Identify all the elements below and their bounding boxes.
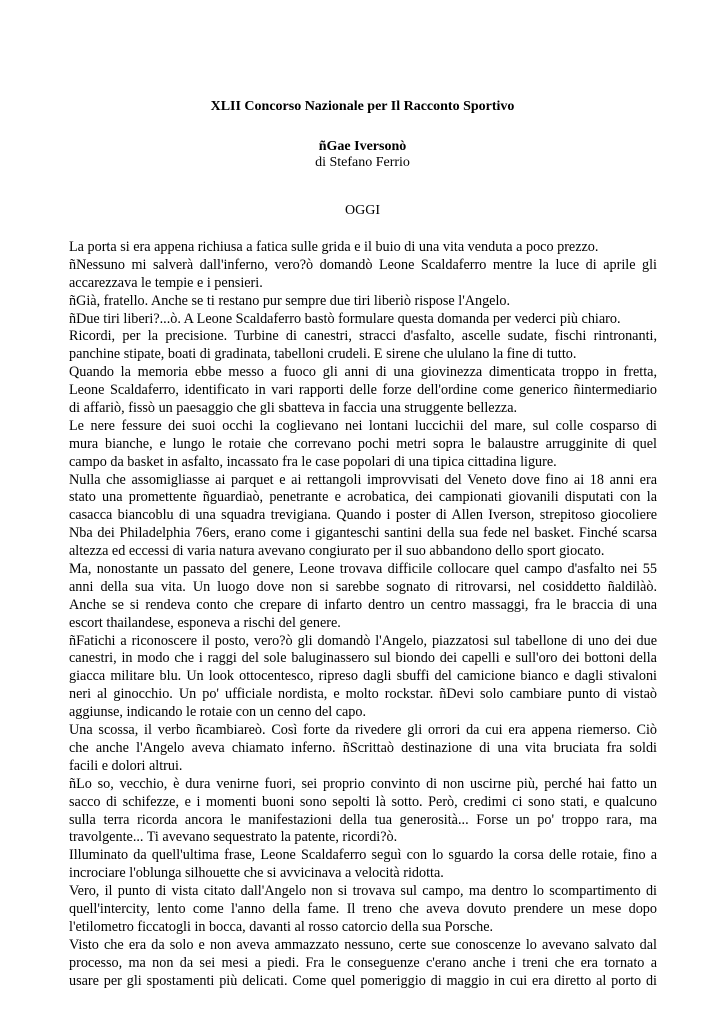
text-line: Ricordi, per la precisione. Turbine di canestri, stracci d'asfalto, ascelle sudate, fischi rintronanti, [69, 328, 657, 345]
text-line: panchine stipate, boati di gradinata, tabelloni crudeli. E sirene che ululano la fine di tutto. [69, 346, 577, 363]
text-line: accarezzava le tempie e i pensieri. [69, 274, 263, 291]
text-line: quell'intercity, lento come l'anno della fame. Il treno che aveva dovuto prendere un mese dopo [69, 900, 657, 917]
text-line: neri al ginocchio. Un po' ufficiale nordista, e molto rockstar. ñDevi solo cambiare punto di vistaò [69, 686, 657, 703]
text-line: casacca biancoblu di una squadra trevigiana. Quando i poster di Allen Iverson, strepitoso giocoliere [69, 507, 657, 524]
text-line: anni della sua vita. Un luogo dove non si sarebbe sognato di ritrovarsi, nel cosiddetto ñaldilàò. [69, 578, 657, 595]
text-line: facili e dolori altrui. [69, 757, 183, 774]
text-line: escort thailandese, esponeva a rischi del genere. [69, 614, 341, 631]
text-line: Le nere fessure dei suoi occhi la coglievano nei lontani luccichii del mare, sul colle cosparso di [69, 417, 657, 434]
text-line: Illuminato da quell'ultima frase, Leone Scaldaferro seguì con lo sguardo la corsa delle rotaie, fino a [69, 847, 657, 864]
story-title: ñGae Iversonò [318, 139, 407, 154]
text-line: aggiunse, indicando le rotaie con un cenno del capo. [69, 704, 367, 721]
text-line: Leone Scaldaferro, identificato in vari rapporti delle forze dell'ordine come generico ñintermediario [69, 382, 657, 399]
section-heading: OGGI [345, 203, 380, 218]
text-line: Nba dei Philadelphia 76ers, erano come i giganteschi santini della sua fede nel basket. Finché scarsa [69, 525, 657, 542]
text-line: Visto che era da solo e non aveva ammazzato nessuno, certe sue conoscenze lo avevano salvato dal [69, 936, 657, 953]
text-line: sacco di schifezze, e i momenti buoni sono sepolti là sotto. Però, credimi ci sono stati, e qualcuno [69, 793, 657, 810]
text-line: incrociare l'oblunga silhouette che si avvicinava a velocità ridotta. [69, 865, 444, 882]
text-line: processo, ma non da sei mesi a piedi. Fra le conseguenze c'erano anche i treni che era tornato a [69, 954, 657, 971]
text-line: ñLo so, vecchio, è dura venirne fuori, sei proprio convinto di non uscirne più, perché hai fatto un [69, 775, 657, 792]
contest-title: XLII Concorso Nazionale per Il Racconto Sportivo [210, 99, 515, 114]
text-line: ñNessuno mi salverà dall'inferno, vero?ò domandò Leone Scaldaferro mentre la luce di aprile gli [69, 256, 657, 273]
text-line: Una scossa, il verbo ñcambiareò. Così forte da rivedere gli orrori da cui era appena riemerso. Ciò [69, 722, 657, 739]
text-line: usare per gli spostamenti più delicati. Come quel pomeriggio di maggio in cui era diretto al porto di [69, 972, 657, 989]
text-line: l'etilometro ficcatogli in bocca, davanti al rosso catorcio della sua Porsche. [69, 918, 494, 935]
text-line: ñGià, fratello. Anche se ti restano pur sempre due tiri liberiò rispose l'Angelo. [69, 292, 511, 309]
text-line: Vero, il punto di vista citato dall'Angelo non si trovava sul campo, ma dentro lo scompartimento di [69, 883, 657, 900]
text-line: giacca militare blu. Un look ottocentesco, ripreso dagli sbuffi del camicione bianco e dagli stivaloni [69, 668, 657, 685]
text-line: sulla terra ricorda ancora le manifestazioni della tua generosità... Forse un po' troppo rara, ma [69, 811, 657, 828]
text-line: ñDue tiri liberi?...ò. A Leone Scaldaferro bastò formulare questa domanda per vederci più chiaro. [69, 310, 621, 327]
text-line: altezza ed eccessi di varia natura avevano congiurato per il suo abbandono dello sport giocato. [69, 543, 605, 560]
text-line: ñFatichi a riconoscere il posto, vero?ò gli domandò l'Angelo, piazzatosi sul tabellone di uno dei due [69, 632, 657, 649]
story-body [69, 239, 657, 990]
author-byline: di Stefano Ferrio [315, 155, 410, 170]
text-line: di affariò, fissò un paesaggio che gli sbatteva in faccia una struggente bellezza. [69, 400, 518, 417]
text-line: mura bianche, e lungo le rotaie che correvano pochi metri sopra le balaustre arrugginite di quel [69, 435, 657, 452]
text-line: campo da basket in asfalto, incassato fra le case popolari di una tipica cittadina ligure. [69, 453, 557, 470]
text-line: Ma, nonostante un passato del genere, Leone trovava difficile collocare quel campo d'asfalto nei 55 [69, 561, 657, 578]
text-line: Nulla che assomigliasse ai parquet e ai rettangoli improvvisati del Veneto dove fino ai 18 anni era [69, 471, 657, 488]
text-line: Quando la memoria ebbe messo a fuoco gli anni di una giovinezza dimenticata troppo in fretta, [69, 364, 657, 381]
text-line: canestri, in modo che i raggi del sole baluginassero sul biondo dei capelli e sull'oro dei bottoni della [69, 650, 657, 667]
text-line: travolgente... Ti avevano sequestrato la patente, ricordi?ò. [69, 829, 398, 846]
text-line: stato una promettente ñguardiaò, penetrante e acrobatica, dei campionati giovanili disputati con la [69, 489, 657, 506]
text-line: Anche se si rendeva conto che crepare di infarto dentro un centro massaggi, fra le braccia di una [69, 596, 657, 613]
text-line: La porta si era appena richiusa a fatica sulle grida e il buio di una vita venduta a poco prezzo. [69, 239, 599, 255]
text-line: che anche l'Angelo aveva chiamato inferno. ñScrittaò destinazione di una vita bruciata fra soldi [69, 739, 657, 756]
